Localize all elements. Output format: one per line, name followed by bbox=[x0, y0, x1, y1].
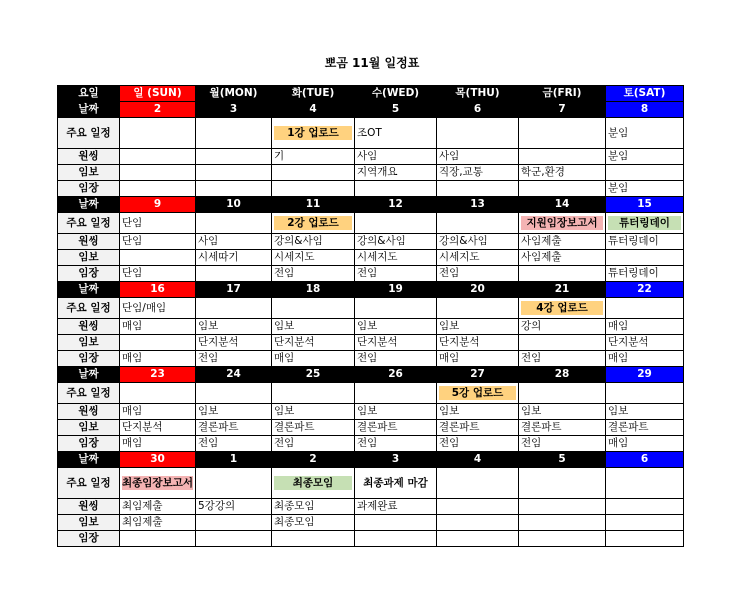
wonssing-label: 원씽 bbox=[58, 234, 120, 250]
wonssing-row bbox=[58, 149, 684, 165]
weekday-header: 목(THU) bbox=[437, 86, 519, 102]
date-cell: 16 bbox=[120, 282, 196, 298]
imjang-cell: 분임 bbox=[606, 181, 684, 197]
imjang-label: 임장 bbox=[58, 266, 120, 282]
imjang-cell bbox=[196, 266, 272, 282]
weekday-row-label: 요일 bbox=[58, 86, 120, 102]
ilbo-label: 임보 bbox=[58, 335, 120, 351]
date-row-label: 날짜 bbox=[58, 367, 120, 383]
main-schedule-cell bbox=[606, 118, 684, 149]
wonssing-cell: 사임 bbox=[196, 234, 272, 250]
date-cell: 19 bbox=[355, 282, 437, 298]
imjang-row bbox=[58, 436, 684, 452]
ilbo-cell bbox=[196, 165, 272, 181]
weekday-header: 토(SAT) bbox=[606, 86, 684, 102]
wonssing-cell bbox=[120, 149, 196, 165]
wonssing-label: 원씽 bbox=[58, 404, 120, 420]
ilbo-label: 임보 bbox=[58, 165, 120, 181]
date-cell: 24 bbox=[196, 367, 272, 383]
main-schedule-cell bbox=[196, 213, 272, 234]
imjang-row bbox=[58, 531, 684, 547]
wonssing-row bbox=[58, 319, 684, 335]
date-row bbox=[58, 102, 684, 118]
wonssing-cell: 튜터링데이 bbox=[606, 234, 684, 250]
imjang-cell: 매임 bbox=[120, 351, 196, 367]
ilbo-cell bbox=[120, 165, 196, 181]
imjang-label: 임장 bbox=[58, 531, 120, 547]
ilbo-cell: 학군,환경 bbox=[519, 165, 606, 181]
imjang-cell: 단임 bbox=[120, 266, 196, 282]
wonssing-cell: 임보 bbox=[196, 404, 272, 420]
wonssing-cell: 매임 bbox=[606, 319, 684, 335]
main-schedule-label: 주요 일정 bbox=[58, 118, 120, 149]
imjang-cell: 튜터링데이 bbox=[606, 266, 684, 282]
imjang-cell: 전임 bbox=[437, 436, 519, 452]
imjang-cell bbox=[120, 531, 196, 547]
imjang-cell: 매임 bbox=[437, 351, 519, 367]
ilbo-cell: 단지분석 bbox=[355, 335, 437, 351]
wonssing-cell: 임보 bbox=[272, 319, 355, 335]
wonssing-label: 원씽 bbox=[58, 319, 120, 335]
imjang-cell bbox=[120, 181, 196, 197]
event-badge: 4강 업로드 bbox=[521, 301, 603, 315]
main-schedule-label: 주요 일정 bbox=[58, 468, 120, 499]
ilbo-row bbox=[58, 165, 684, 181]
ilbo-row bbox=[58, 250, 684, 266]
main-schedule-cell bbox=[196, 383, 272, 404]
main-schedule-cell bbox=[355, 213, 437, 234]
event-badge: 최종임장보고서 bbox=[122, 476, 194, 489]
date-cell: 10 bbox=[196, 197, 272, 213]
event-text: 조OT bbox=[357, 126, 382, 139]
date-cell: 27 bbox=[437, 367, 519, 383]
date-cell: 21 bbox=[519, 282, 606, 298]
ilbo-cell: 단지분석 bbox=[196, 335, 272, 351]
wonssing-cell: 강의&사임 bbox=[272, 234, 355, 250]
main-schedule-cell bbox=[606, 298, 684, 319]
wonssing-cell: 임보 bbox=[355, 404, 437, 420]
main-schedule-cell bbox=[355, 118, 437, 149]
imjang-cell bbox=[272, 531, 355, 547]
date-row bbox=[58, 197, 684, 213]
wonssing-cell: 기 bbox=[272, 149, 355, 165]
ilbo-cell bbox=[120, 335, 196, 351]
main-schedule-cell bbox=[606, 383, 684, 404]
weekday-header: 금(FRI) bbox=[519, 86, 606, 102]
date-row-label: 날짜 bbox=[58, 282, 120, 298]
wonssing-cell: 사임 bbox=[437, 149, 519, 165]
imjang-cell: 매임 bbox=[272, 351, 355, 367]
date-cell: 8 bbox=[606, 102, 684, 118]
page-title: 뽀곰 11월 일정표 bbox=[324, 56, 420, 70]
date-cell: 28 bbox=[519, 367, 606, 383]
date-cell: 5 bbox=[355, 102, 437, 118]
main-schedule-label: 주요 일정 bbox=[58, 298, 120, 319]
ilbo-cell: 최종모임 bbox=[272, 515, 355, 531]
imjang-cell bbox=[355, 531, 437, 547]
date-cell: 3 bbox=[196, 102, 272, 118]
main-schedule-row bbox=[58, 213, 684, 234]
main-schedule-cell bbox=[272, 213, 355, 234]
wonssing-label: 원씽 bbox=[58, 499, 120, 515]
ilbo-cell bbox=[196, 515, 272, 531]
main-schedule-cell bbox=[437, 383, 519, 404]
main-schedule-row bbox=[58, 383, 684, 404]
main-schedule-cell bbox=[196, 298, 272, 319]
date-row-label: 날짜 bbox=[58, 452, 120, 468]
event-badge: 튜터링데이 bbox=[608, 216, 681, 230]
date-cell: 18 bbox=[272, 282, 355, 298]
ilbo-cell: 결론파트 bbox=[437, 420, 519, 436]
wonssing-cell bbox=[519, 149, 606, 165]
ilbo-label: 임보 bbox=[58, 250, 120, 266]
event-text: 단임 bbox=[122, 216, 143, 229]
wonssing-label: 원씽 bbox=[58, 149, 120, 165]
ilbo-cell: 결론파트 bbox=[272, 420, 355, 436]
wonssing-cell: 5강강의 bbox=[196, 499, 272, 515]
ilbo-cell: 최임제출 bbox=[120, 515, 196, 531]
event-badge: 5강 업로드 bbox=[439, 386, 516, 400]
ilbo-cell: 지역개요 bbox=[355, 165, 437, 181]
imjang-cell bbox=[519, 181, 606, 197]
date-cell: 4 bbox=[437, 452, 519, 468]
ilbo-cell: 결론파트 bbox=[196, 420, 272, 436]
event-badge: 1강 업로드 bbox=[274, 126, 352, 140]
main-schedule-cell bbox=[437, 118, 519, 149]
main-schedule-cell bbox=[120, 213, 196, 234]
date-cell: 13 bbox=[437, 197, 519, 213]
event-text: 최종과제 마감 bbox=[363, 476, 428, 489]
event-text: 단임/매임 bbox=[122, 301, 167, 314]
date-cell: 2 bbox=[272, 452, 355, 468]
main-schedule-row bbox=[58, 298, 684, 319]
ilbo-cell bbox=[519, 515, 606, 531]
main-schedule-cell bbox=[355, 383, 437, 404]
ilbo-cell: 단지분석 bbox=[437, 335, 519, 351]
date-cell: 23 bbox=[120, 367, 196, 383]
weekday-header: 월(MON) bbox=[196, 86, 272, 102]
date-cell: 11 bbox=[272, 197, 355, 213]
wonssing-cell: 강의&사임 bbox=[355, 234, 437, 250]
wonssing-cell bbox=[196, 149, 272, 165]
ilbo-cell bbox=[519, 335, 606, 351]
schedule-table bbox=[57, 85, 684, 547]
imjang-row bbox=[58, 181, 684, 197]
date-cell: 7 bbox=[519, 102, 606, 118]
main-schedule-cell bbox=[272, 118, 355, 149]
main-schedule-cell bbox=[437, 298, 519, 319]
wonssing-cell: 단임 bbox=[120, 234, 196, 250]
ilbo-cell bbox=[272, 165, 355, 181]
imjang-cell: 매임 bbox=[606, 351, 684, 367]
date-cell: 30 bbox=[120, 452, 196, 468]
imjang-label: 임장 bbox=[58, 351, 120, 367]
wonssing-cell: 임보 bbox=[272, 404, 355, 420]
wonssing-cell bbox=[606, 499, 684, 515]
main-schedule-cell bbox=[120, 468, 196, 499]
main-schedule-cell bbox=[606, 213, 684, 234]
wonssing-cell bbox=[519, 499, 606, 515]
ilbo-cell bbox=[437, 515, 519, 531]
date-cell: 15 bbox=[606, 197, 684, 213]
ilbo-cell: 시세따기 bbox=[196, 250, 272, 266]
wonssing-cell: 임보 bbox=[355, 319, 437, 335]
main-schedule-cell bbox=[196, 118, 272, 149]
wonssing-cell: 임보 bbox=[519, 404, 606, 420]
main-schedule-label: 주요 일정 bbox=[58, 383, 120, 404]
imjang-cell: 전임 bbox=[437, 266, 519, 282]
main-schedule-cell bbox=[272, 298, 355, 319]
wonssing-cell: 임보 bbox=[437, 404, 519, 420]
event-badge: 최종모임 bbox=[274, 476, 352, 490]
ilbo-cell bbox=[606, 515, 684, 531]
main-schedule-label: 주요 일정 bbox=[58, 213, 120, 234]
date-cell: 4 bbox=[272, 102, 355, 118]
wonssing-cell: 사임 bbox=[355, 149, 437, 165]
date-row bbox=[58, 282, 684, 298]
ilbo-cell: 시세지도 bbox=[272, 250, 355, 266]
wonssing-cell: 최종모임 bbox=[272, 499, 355, 515]
imjang-cell: 전임 bbox=[196, 436, 272, 452]
imjang-label: 임장 bbox=[58, 181, 120, 197]
date-cell: 20 bbox=[437, 282, 519, 298]
weekday-header-row bbox=[58, 86, 684, 102]
ilbo-cell: 단지분석 bbox=[606, 335, 684, 351]
imjang-cell: 전임 bbox=[272, 436, 355, 452]
imjang-cell: 전임 bbox=[355, 351, 437, 367]
date-row bbox=[58, 367, 684, 383]
date-row bbox=[58, 452, 684, 468]
date-row-label: 날짜 bbox=[58, 102, 120, 118]
main-schedule-cell bbox=[355, 298, 437, 319]
main-schedule-cell bbox=[606, 468, 684, 499]
wonssing-row bbox=[58, 499, 684, 515]
main-schedule-cell bbox=[519, 118, 606, 149]
main-schedule-cell bbox=[519, 383, 606, 404]
imjang-cell bbox=[437, 531, 519, 547]
main-schedule-cell bbox=[519, 213, 606, 234]
ilbo-cell bbox=[606, 250, 684, 266]
wonssing-cell: 매임 bbox=[120, 404, 196, 420]
date-cell: 26 bbox=[355, 367, 437, 383]
date-cell: 14 bbox=[519, 197, 606, 213]
date-cell: 17 bbox=[196, 282, 272, 298]
main-schedule-cell bbox=[437, 468, 519, 499]
ilbo-cell: 시세지도 bbox=[355, 250, 437, 266]
weekday-header: 일 (SUN) bbox=[120, 86, 196, 102]
date-cell: 12 bbox=[355, 197, 437, 213]
main-schedule-cell bbox=[120, 298, 196, 319]
wonssing-cell: 과제완료 bbox=[355, 499, 437, 515]
main-schedule-cell bbox=[120, 118, 196, 149]
wonssing-row bbox=[58, 404, 684, 420]
main-schedule-cell bbox=[519, 298, 606, 319]
wonssing-cell: 강의 bbox=[519, 319, 606, 335]
imjang-row bbox=[58, 351, 684, 367]
wonssing-cell: 임보 bbox=[196, 319, 272, 335]
main-schedule-cell bbox=[519, 468, 606, 499]
ilbo-cell bbox=[120, 250, 196, 266]
imjang-cell: 전임 bbox=[355, 436, 437, 452]
date-cell: 1 bbox=[196, 452, 272, 468]
date-cell: 6 bbox=[437, 102, 519, 118]
date-cell: 25 bbox=[272, 367, 355, 383]
wonssing-cell bbox=[437, 499, 519, 515]
imjang-cell: 매임 bbox=[606, 436, 684, 452]
main-schedule-row bbox=[58, 118, 684, 149]
imjang-row bbox=[58, 266, 684, 282]
ilbo-row bbox=[58, 335, 684, 351]
wonssing-cell: 강의&사임 bbox=[437, 234, 519, 250]
ilbo-cell: 결론파트 bbox=[606, 420, 684, 436]
main-schedule-row bbox=[58, 468, 684, 499]
date-cell: 29 bbox=[606, 367, 684, 383]
imjang-cell bbox=[437, 181, 519, 197]
imjang-cell: 전임 bbox=[519, 436, 606, 452]
main-schedule-cell bbox=[355, 468, 437, 499]
imjang-label: 임장 bbox=[58, 436, 120, 452]
wonssing-cell: 사임제출 bbox=[519, 234, 606, 250]
imjang-cell bbox=[519, 531, 606, 547]
main-schedule-cell bbox=[196, 468, 272, 499]
date-cell: 22 bbox=[606, 282, 684, 298]
wonssing-cell: 최임제출 bbox=[120, 499, 196, 515]
imjang-cell bbox=[606, 531, 684, 547]
imjang-cell bbox=[196, 531, 272, 547]
weekday-header: 화(TUE) bbox=[272, 86, 355, 102]
imjang-cell: 전임 bbox=[355, 266, 437, 282]
imjang-cell: 전임 bbox=[272, 266, 355, 282]
weekday-header: 수(WED) bbox=[355, 86, 437, 102]
ilbo-cell: 단지분석 bbox=[272, 335, 355, 351]
ilbo-cell: 사임제출 bbox=[519, 250, 606, 266]
date-cell: 3 bbox=[355, 452, 437, 468]
imjang-cell bbox=[196, 181, 272, 197]
imjang-cell bbox=[272, 181, 355, 197]
main-schedule-cell bbox=[272, 468, 355, 499]
wonssing-cell: 매임 bbox=[120, 319, 196, 335]
imjang-cell: 매임 bbox=[120, 436, 196, 452]
ilbo-label: 임보 bbox=[58, 515, 120, 531]
ilbo-row bbox=[58, 420, 684, 436]
ilbo-cell bbox=[606, 165, 684, 181]
main-schedule-cell bbox=[437, 213, 519, 234]
wonssing-cell: 분임 bbox=[606, 149, 684, 165]
ilbo-cell: 직장,교통 bbox=[437, 165, 519, 181]
date-row-label: 날짜 bbox=[58, 197, 120, 213]
main-schedule-cell bbox=[272, 383, 355, 404]
imjang-cell: 전임 bbox=[196, 351, 272, 367]
date-cell: 2 bbox=[120, 102, 196, 118]
event-badge: 2강 업로드 bbox=[274, 216, 352, 230]
wonssing-cell: 임보 bbox=[437, 319, 519, 335]
event-text: 분임 bbox=[608, 126, 629, 139]
ilbo-cell: 결론파트 bbox=[519, 420, 606, 436]
date-cell: 6 bbox=[606, 452, 684, 468]
date-cell: 9 bbox=[120, 197, 196, 213]
date-cell: 5 bbox=[519, 452, 606, 468]
wonssing-row bbox=[58, 234, 684, 250]
ilbo-cell: 결론파트 bbox=[355, 420, 437, 436]
ilbo-cell bbox=[355, 515, 437, 531]
ilbo-row bbox=[58, 515, 684, 531]
imjang-cell bbox=[355, 181, 437, 197]
ilbo-label: 임보 bbox=[58, 420, 120, 436]
wonssing-cell: 임보 bbox=[606, 404, 684, 420]
imjang-cell: 전임 bbox=[519, 351, 606, 367]
main-schedule-cell bbox=[120, 383, 196, 404]
ilbo-cell: 시세지도 bbox=[437, 250, 519, 266]
imjang-cell bbox=[519, 266, 606, 282]
ilbo-cell: 단지분석 bbox=[120, 420, 196, 436]
event-badge: 지원임장보고서 bbox=[521, 216, 603, 230]
